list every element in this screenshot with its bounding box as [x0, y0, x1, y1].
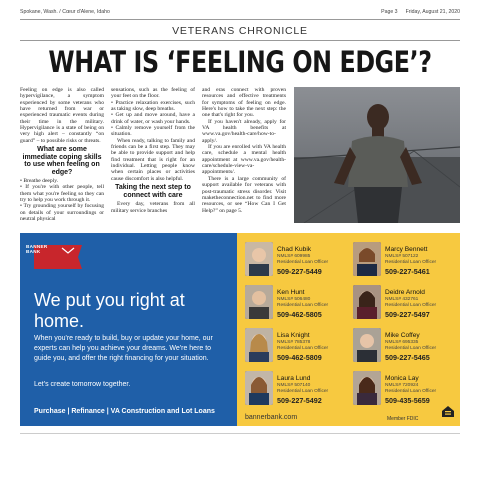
officer-nmls: NMLS# 507140 [277, 383, 311, 388]
brand-line-1: BANNER [26, 244, 48, 249]
header-rule [20, 19, 460, 20]
officer-title: Residential Loan Officer [385, 389, 437, 394]
subheading: What are some immediate coping skills to use when feeling on edge? [22, 146, 102, 176]
article-column-3 [202, 87, 286, 214]
avatar [353, 371, 381, 405]
avatar [353, 285, 381, 319]
ad-officers-panel [237, 233, 460, 426]
officer-name: Monica Lay [385, 375, 419, 382]
page-bottom-rule [20, 433, 460, 434]
ad-products: Purchase | Refinance | VA Construction and Lot Loans [34, 408, 215, 415]
brand-name [26, 244, 47, 254]
paragraph: If you haven't already, apply for VA health benefits at www.va.gov/health-care/how-to-apply/. [202, 118, 286, 144]
officer-title: Residential Loan Officer [277, 260, 329, 265]
ad-body-text: When you're ready to build, buy or update your home, our experts can help you achieve your dreams. We're here to guide you, and offer the right financing for your situation. [34, 335, 213, 362]
officer-phone[interactable]: 509-435-5659 [385, 396, 430, 405]
paragraph: There is a large community of support available for veterans with post-traumatic stress disorder. Visit maketheconnection.net to find more resources, or see “How Can I Get Help?” on page 5. [202, 175, 286, 214]
paragraph: sensations, such as the feeling of your feet on the floor. [111, 87, 195, 100]
subheading: Taking the next step to connect with care [115, 184, 191, 199]
loan-officer-card [241, 284, 349, 327]
ad-blue-panel [20, 233, 237, 426]
officer-name: Marcy Bennett [385, 246, 428, 253]
page-header [20, 9, 460, 19]
equal-housing-lender-icon [441, 405, 455, 422]
officer-phone[interactable]: 509-227-5461 [385, 267, 430, 276]
officer-name: Ken Hunt [277, 289, 305, 296]
website-link[interactable]: bannerbank.com [245, 414, 298, 421]
officer-nmls: NMLS# 720924 [385, 383, 419, 388]
officer-phone[interactable]: 509-462-5809 [277, 353, 322, 362]
officer-title: Residential Loan Officer [385, 346, 437, 351]
bullet: • Calmly remove yourself from the situation. [111, 125, 195, 138]
section-title: VETERANS CHRONICLE [172, 25, 308, 37]
officer-phone[interactable]: 509-227-5492 [277, 396, 322, 405]
bullet: • Practice relaxation exercises, such as taking slow, deep breaths. [111, 99, 195, 113]
paragraph: and eras connect with proven resources and effective treatments for symptoms of feeling on edge. Here's how to take the next step: the one that's right for you. [202, 87, 286, 119]
officer-nmls: NMLS# 609985 [277, 254, 311, 259]
officer-nmls: NMLS# 506480 [277, 297, 311, 302]
ad-call-to-action: Let's create tomorrow together. [34, 381, 131, 388]
article-headline: WHAT IS ‘FEELING ON EDGE’? [48, 45, 432, 79]
bullet: • Get up and move around, have a drink of water, or wash your hands. [111, 112, 195, 125]
officer-nmls: NMLS# 432761 [385, 297, 419, 302]
officer-phone[interactable]: 509-227-5465 [385, 353, 430, 362]
publication-location: Spokane, Wash. / Cœur d'Alene, Idaho [20, 9, 110, 15]
loan-officer-card [349, 241, 457, 284]
article-photo [294, 87, 460, 223]
avatar [245, 285, 273, 319]
loan-officer-card [241, 327, 349, 370]
loan-officer-card [349, 284, 457, 327]
officer-name: Lisa Knight [277, 332, 310, 339]
officer-name: Mike Coffey [385, 332, 420, 339]
veteran-photo-illustration [294, 87, 460, 223]
page-info [373, 9, 460, 15]
paragraph: If you are enrolled with VA health care, schedule a mental health appointment at www.va.gov/health-care/schedule-view-va-appointments/. [202, 144, 286, 176]
officer-nmls: NMLS# 785378 [277, 340, 311, 345]
issue-date: Friday, August 21, 2020 [405, 9, 460, 15]
ad-headline: We put you right at home. [34, 290, 185, 331]
officer-name: Deidre Arnold [385, 289, 425, 296]
officer-phone[interactable]: 509-462-5805 [277, 310, 322, 319]
section-rule [20, 40, 460, 41]
paragraph: Feeling on edge is also called hypervigilance, a symptom experienced by some veterans who have returned from war or experienced traumatic events during their time in the military. Hypervigilance is a state of being on very high alert – constantly “on guard” – to possible risks or threats. [20, 87, 104, 144]
officer-title: Residential Loan Officer [277, 389, 329, 394]
officer-title: Residential Loan Officer [385, 303, 437, 308]
brand-line-2: BANK [26, 249, 41, 254]
officer-phone[interactable]: 509-227-5497 [385, 310, 430, 319]
officer-title: Residential Loan Officer [385, 260, 437, 265]
officer-nmls: NMLS# 507122 [385, 254, 419, 259]
avatar [245, 328, 273, 362]
page-number: Page 3 [381, 9, 398, 15]
avatar [245, 371, 273, 405]
officer-nmls: NMLS# 695335 [385, 340, 419, 345]
officer-name: Chad Kubik [277, 246, 312, 253]
article-column-2 [111, 87, 195, 214]
bullet: • Try grounding yourself by focusing on details of your surroundings or neutral physical [20, 203, 104, 223]
loan-officer-card [241, 241, 349, 284]
article-column-1 [20, 87, 104, 223]
officer-phone[interactable]: 509-227-5449 [277, 267, 322, 276]
banner-bank-ad[interactable] [20, 233, 460, 426]
paragraph: Every day, veterans from all military service branches [111, 201, 195, 214]
avatar [353, 328, 381, 362]
bullet: • If you're with other people, tell them what you're feeling so they can try to help you work through it. [20, 184, 104, 204]
avatar [245, 242, 273, 276]
officer-name: Laura Lund [277, 375, 311, 382]
fdic-notice: Member FDIC [387, 416, 419, 422]
bullet: • Breathe deeply. [20, 178, 59, 185]
avatar [353, 242, 381, 276]
paragraph: When ready, talking to family and friends can be a first step. They may be able to provide support and help find treatment that is right for an individual. Letting people know when certain places or activities cause discomfort is also helpful. [111, 137, 195, 182]
officer-title: Residential Loan Officer [277, 346, 329, 351]
loan-officer-card [349, 327, 457, 370]
loan-officer-card [241, 370, 349, 413]
officer-title: Residential Loan Officer [277, 303, 329, 308]
